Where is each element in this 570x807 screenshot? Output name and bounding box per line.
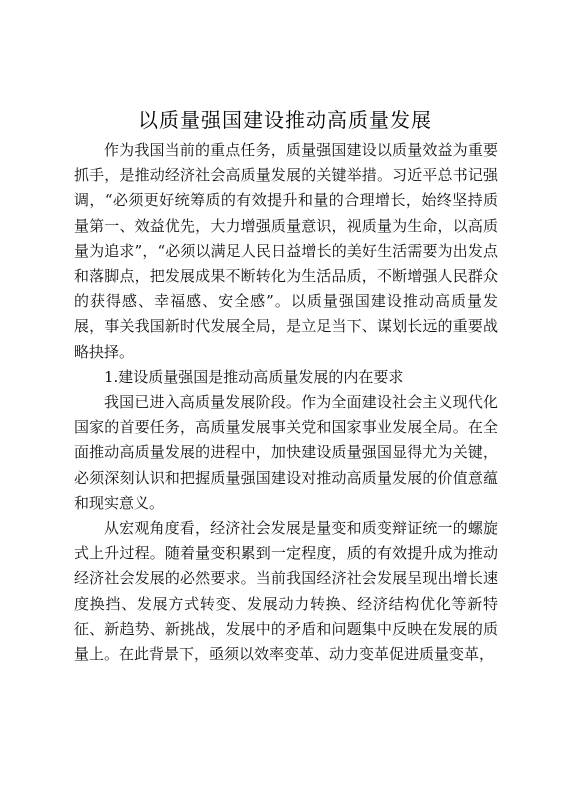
section-heading: 1.建设质量强国是推动高质量发展的内在要求 xyxy=(104,367,404,386)
paragraph-macro: 从宏观角度看，经济社会发展是量变和质变辩证统一的螺旋式上升过程。随着量变积累到一定程度，质的有效提升成为推动经济社会发展的必然要求。当前我国经济社会发展呈现出增长速度换挡、发展方式转变、发展动力转换、经济结构优化等新特征、新趋势、新挑战，发展中的矛盾和问题集中反映在发展的质量上。在此背景下，亟须以效率变革、动力变革促进质量变革， xyxy=(74,519,498,664)
document-body xyxy=(74,138,498,667)
document-title: 以质量强国建设推动高质量发展 xyxy=(138,108,432,132)
paragraph-stage: 我国已进入高质量发展阶段。作为全面建设社会主义现代化国家的首要任务，高质量发展事关党和国家事业发展全局。在全面推动高质量发展的进程中，加快建设质量强国显得尤为关键，必须深刻认识和把握质量强国建设对推动高质量发展的价值意蕴和现实意义。 xyxy=(74,393,498,512)
paragraph-intro: 作为我国当前的重点任务，质量强国建设以质量效益为重要抓手，是推动经济社会高质量发展的关键举措。习近平总书记强调，“必须更好统筹质的有效提升和量的合理增长，始终坚持质量第一、效益优先，大力增强质量意识，视质量为生命，以高质量为追求”，“必须以满足人民日益增长的美好生活需要为出发点和落脚点，把发展成果不断转化为生活品质，不断增强人民群众的获得感、幸福感、安全感”。以质量强国建设推动高质量发展，事关我国新时代发展全局，是立足当下、谋划长远的重要战略抉择。 xyxy=(74,141,498,361)
